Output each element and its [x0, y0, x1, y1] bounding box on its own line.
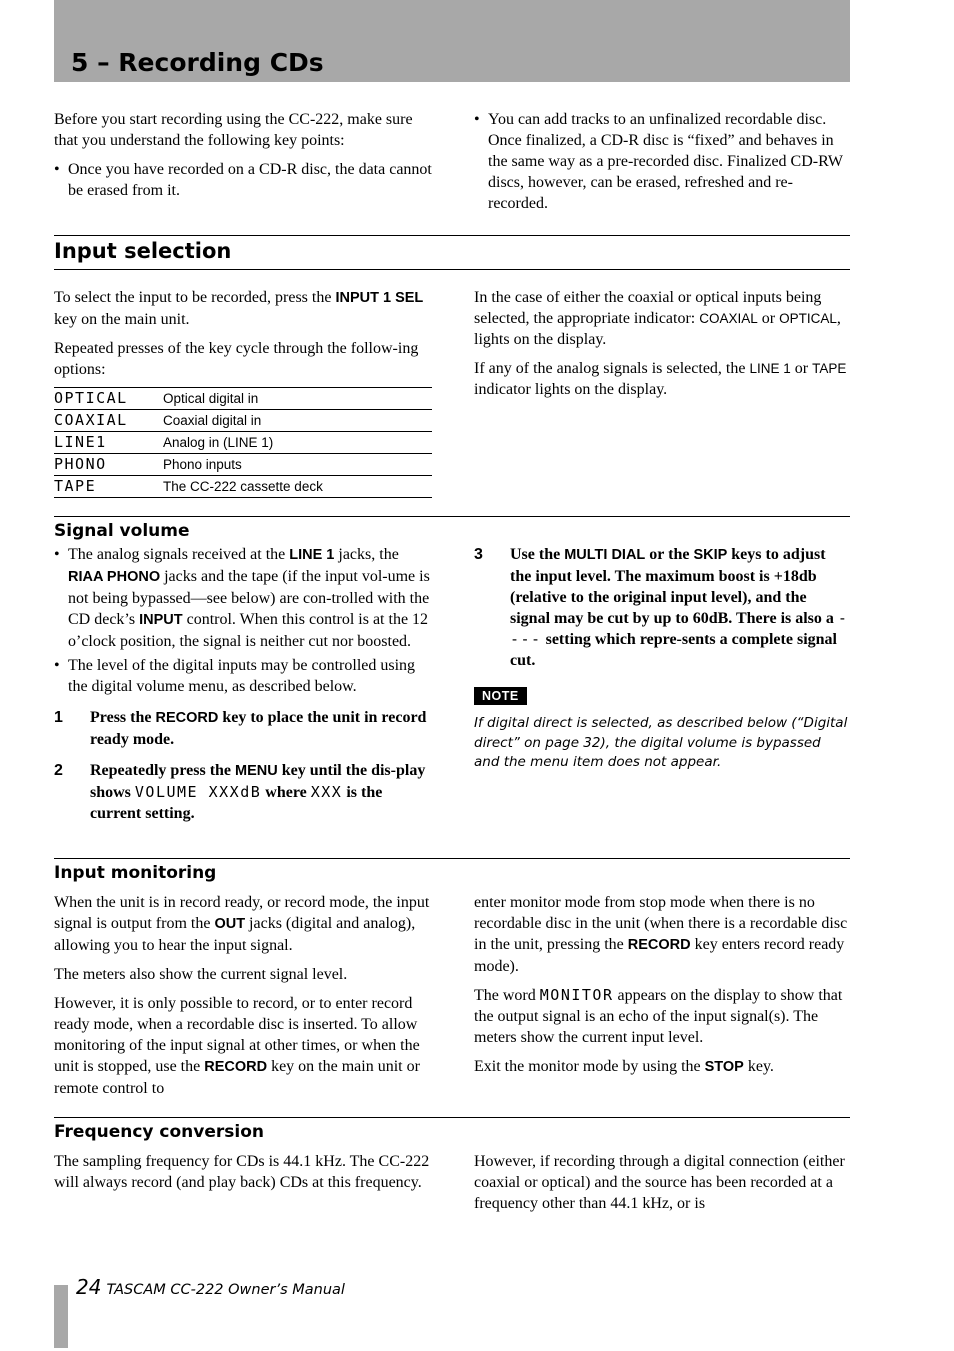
intro-bullet-cdr: • Once you have recorded on a CD-R disc, the data cannot be erased from it.	[54, 159, 432, 201]
monitoring-paragraph-2: The meters also show the current signal level.	[54, 966, 348, 983]
section-rule	[54, 516, 850, 517]
text-run: If any of the analog signals is selected, the	[474, 360, 750, 377]
option-description: Phono inputs	[163, 454, 432, 476]
signal-volume-left-column	[54, 544, 432, 834]
table-row	[54, 388, 432, 410]
option-display: OPTICAL	[54, 388, 163, 410]
text-run: is the current setting.	[90, 784, 383, 822]
intro-right-column	[474, 109, 852, 217]
monitor-display-text: MONITOR	[539, 986, 614, 1004]
skip-key-label: SKIP	[693, 547, 728, 563]
monitoring-paragraph-4	[474, 892, 850, 977]
text-run: where	[261, 784, 311, 801]
record-key-label: RECORD	[204, 1059, 268, 1075]
text-run: jacks, the	[334, 546, 399, 563]
manual-title: TASCAM CC-222 Owner’s Manual	[106, 1282, 345, 1298]
out-jack-label: OUT	[214, 916, 246, 932]
record-key-label: RECORD	[155, 710, 219, 726]
section-rule	[54, 269, 850, 270]
input1-sel-key-label: INPUT 1 SEL	[335, 290, 424, 306]
text-run: setting which repre-sents a complete signal cut.	[510, 631, 837, 669]
frequency-left-column	[54, 1151, 432, 1201]
stop-key-label: STOP	[704, 1059, 744, 1075]
text-run: key to place the unit in record ready mode.	[90, 709, 427, 748]
option-display: PHONO	[54, 454, 163, 476]
step-number: 2	[54, 762, 63, 779]
option-description: Analog in (LINE 1)	[163, 432, 432, 454]
text-run: To select the input to be recorded, press the	[54, 289, 336, 306]
text-run: , lights on the display.	[474, 310, 841, 348]
frequency-paragraph-left: The sampling frequency for CDs is 44.1 kHz. The CC-222 will always record (and play back) CDs at this frequency.	[54, 1153, 430, 1191]
input-monitoring-right-column	[474, 892, 850, 1086]
input-selection-right-column	[474, 287, 850, 408]
option-description: The CC-222 cassette deck	[163, 476, 432, 498]
tape-indicator-label: TAPE	[812, 361, 847, 376]
table-row	[54, 432, 432, 454]
option-description: Coaxial digital in	[163, 410, 432, 432]
step-3	[474, 544, 850, 671]
menu-key-label: MENU	[235, 763, 278, 779]
text-run: Press the	[90, 709, 156, 726]
text-run: jacks and the tape (if the input vol-ume is not being bypassed—see below) are con-trolled with the CD deck’s	[68, 568, 430, 628]
note-text: If digital direct is selected, as described below (“Digital direct” on page 32), the digital volume is bypassed and the menu item does not appear.	[474, 715, 848, 770]
step-number: 3	[474, 546, 483, 563]
text-run: key enters record ready mode).	[474, 936, 845, 975]
frequency-conversion-heading: Frequency conversion	[54, 1122, 265, 1142]
volume-display-text: VOLUME XXXdB	[134, 783, 262, 801]
section-rule	[54, 235, 850, 236]
option-display: COAXIAL	[54, 410, 163, 432]
text-run: However, it is only possible to record, or to enter record ready mode, when a recordable disc is inserted. To allow monitoring of the input signal at other times, or when the unit is stopped, use the	[54, 995, 420, 1075]
option-description: Optical digital in	[163, 388, 432, 410]
text-run: Exit the monitor mode by using the	[474, 1058, 705, 1075]
text-run: key.	[743, 1058, 774, 1075]
page-number: 24	[76, 1275, 102, 1299]
text-run: or	[757, 310, 780, 327]
step-1	[54, 707, 432, 750]
text-run: key on the main unit or remote control to	[54, 1058, 420, 1097]
monitoring-paragraph-6	[474, 1056, 850, 1078]
riaa-phono-label: RIAA PHONO	[68, 569, 161, 585]
input-selection-left-column	[54, 287, 432, 388]
input-monitoring-left-column	[54, 892, 432, 1107]
record-key-label: RECORD	[627, 937, 691, 953]
indicator-paragraph-digital	[474, 287, 850, 350]
text-run: appears on the display to show that the output signal is an echo of the input signal(s). The meters show the current input level.	[474, 987, 843, 1046]
intro-left-column	[54, 109, 432, 204]
text-run: Repeatedly press the	[90, 762, 236, 779]
text-run: or the	[645, 546, 694, 563]
line1-indicator-label: LINE 1	[749, 361, 791, 376]
table-row	[54, 410, 432, 432]
frequency-right-column	[474, 1151, 850, 1222]
text-run: The analog signals received at the	[68, 546, 290, 563]
indicator-paragraph-analog	[474, 358, 850, 400]
text-run: control. When this control is at the 12 o’clock position, the signal is neither cut nor boosted.	[68, 611, 429, 650]
text-run: indicator lights on the display.	[474, 381, 668, 398]
monitoring-paragraph-5	[474, 985, 850, 1048]
intro-paragraph: Before you start recording using the CC-222, make sure that you understand the following key points:	[54, 111, 413, 149]
intro-bullet-finalize: • You can add tracks to an unfinalized recordable disc. Once finalized, a CD-R disc is “fixed” and behaves in the same way as a pre-recorded disc. Finalized CD-RW discs, however, can be erased, refreshed and re-recorded.	[474, 109, 852, 214]
note-badge: NOTE	[474, 687, 527, 705]
optical-indicator-label: OPTICAL	[779, 311, 837, 326]
monitoring-paragraph-1	[54, 892, 432, 956]
text-run: When the unit is in record ready, or record mode, the input signal is output from the	[54, 894, 430, 932]
coaxial-indicator-label: COAXIAL	[699, 311, 758, 326]
table-row	[54, 476, 432, 498]
signal-volume-heading: Signal volume	[54, 521, 190, 541]
input-options-table	[54, 387, 432, 498]
page-footer	[76, 1277, 345, 1301]
line1-jack-label: LINE 1	[289, 547, 335, 563]
input-monitoring-heading: Input monitoring	[54, 863, 217, 883]
monitoring-paragraph-3	[54, 993, 432, 1099]
text-run: keys to adjust the input level. The maximum boost is +18db (relative to the original input level), and the signal may be cut by up to 60dB. There is also a	[510, 546, 838, 627]
text-run: Use the	[510, 546, 565, 563]
option-display: TAPE	[54, 476, 163, 498]
text-run: enter monitor mode from stop mode when there is no recordable disc in the unit (when there is a recordable disc in the unit, pressing the	[474, 894, 848, 953]
section-rule	[54, 858, 850, 859]
section-rule	[54, 1117, 850, 1118]
step-2	[54, 760, 432, 824]
input-selection-paragraph-1	[54, 287, 432, 330]
chapter-title: 5 – Recording CDs	[71, 48, 324, 77]
input-selection-heading: Input selection	[54, 239, 232, 263]
signal-volume-bullet-digital: • The level of the digital inputs may be controlled using the digital volume menu, as described below.	[54, 655, 432, 697]
cut-display-text: ----	[510, 609, 849, 648]
frequency-paragraph-right: However, if recording through a digital connection (either coaxial or optical) and the source has been recorded at a frequency other than 44.1 kHz, or is	[474, 1153, 845, 1212]
text-run: or	[790, 360, 813, 377]
text-run: The word	[474, 987, 540, 1004]
footer-bar	[54, 1285, 68, 1348]
step-number: 1	[54, 709, 63, 726]
text-run: jacks (digital and analog), allowing you to hear the input signal.	[54, 915, 416, 954]
signal-volume-bullet-analog	[54, 544, 432, 652]
input-control-label: INPUT	[139, 612, 183, 628]
signal-volume-right-column	[474, 544, 850, 773]
table-row	[54, 454, 432, 476]
multi-dial-label: MULTI DIAL	[564, 547, 646, 563]
option-display: LINE1	[54, 432, 163, 454]
text-run: key on the main unit.	[54, 311, 190, 328]
text-run: In the case of either the coaxial or optical inputs being selected, the appropriate indicator:	[474, 289, 822, 327]
input-selection-paragraph-2: Repeated presses of the key cycle through the follow-ing options:	[54, 340, 419, 378]
setting-display-text: XXX	[310, 783, 343, 801]
text-run: key until the dis-play shows	[90, 762, 426, 801]
